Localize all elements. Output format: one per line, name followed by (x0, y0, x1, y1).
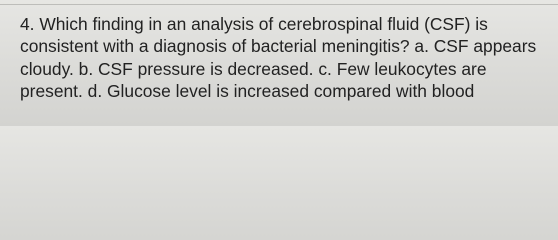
question-text: 4. Which finding in an analysis of cerebrospinal fluid (CSF) is consistent with a diagnosis of bacterial meningitis? a. CSF appears cloudy. b. CSF pressure is decreased. c. Few leukocytes are present. d. Glucose level is increased compared with blood (20, 14, 537, 102)
divider (0, 4, 558, 5)
